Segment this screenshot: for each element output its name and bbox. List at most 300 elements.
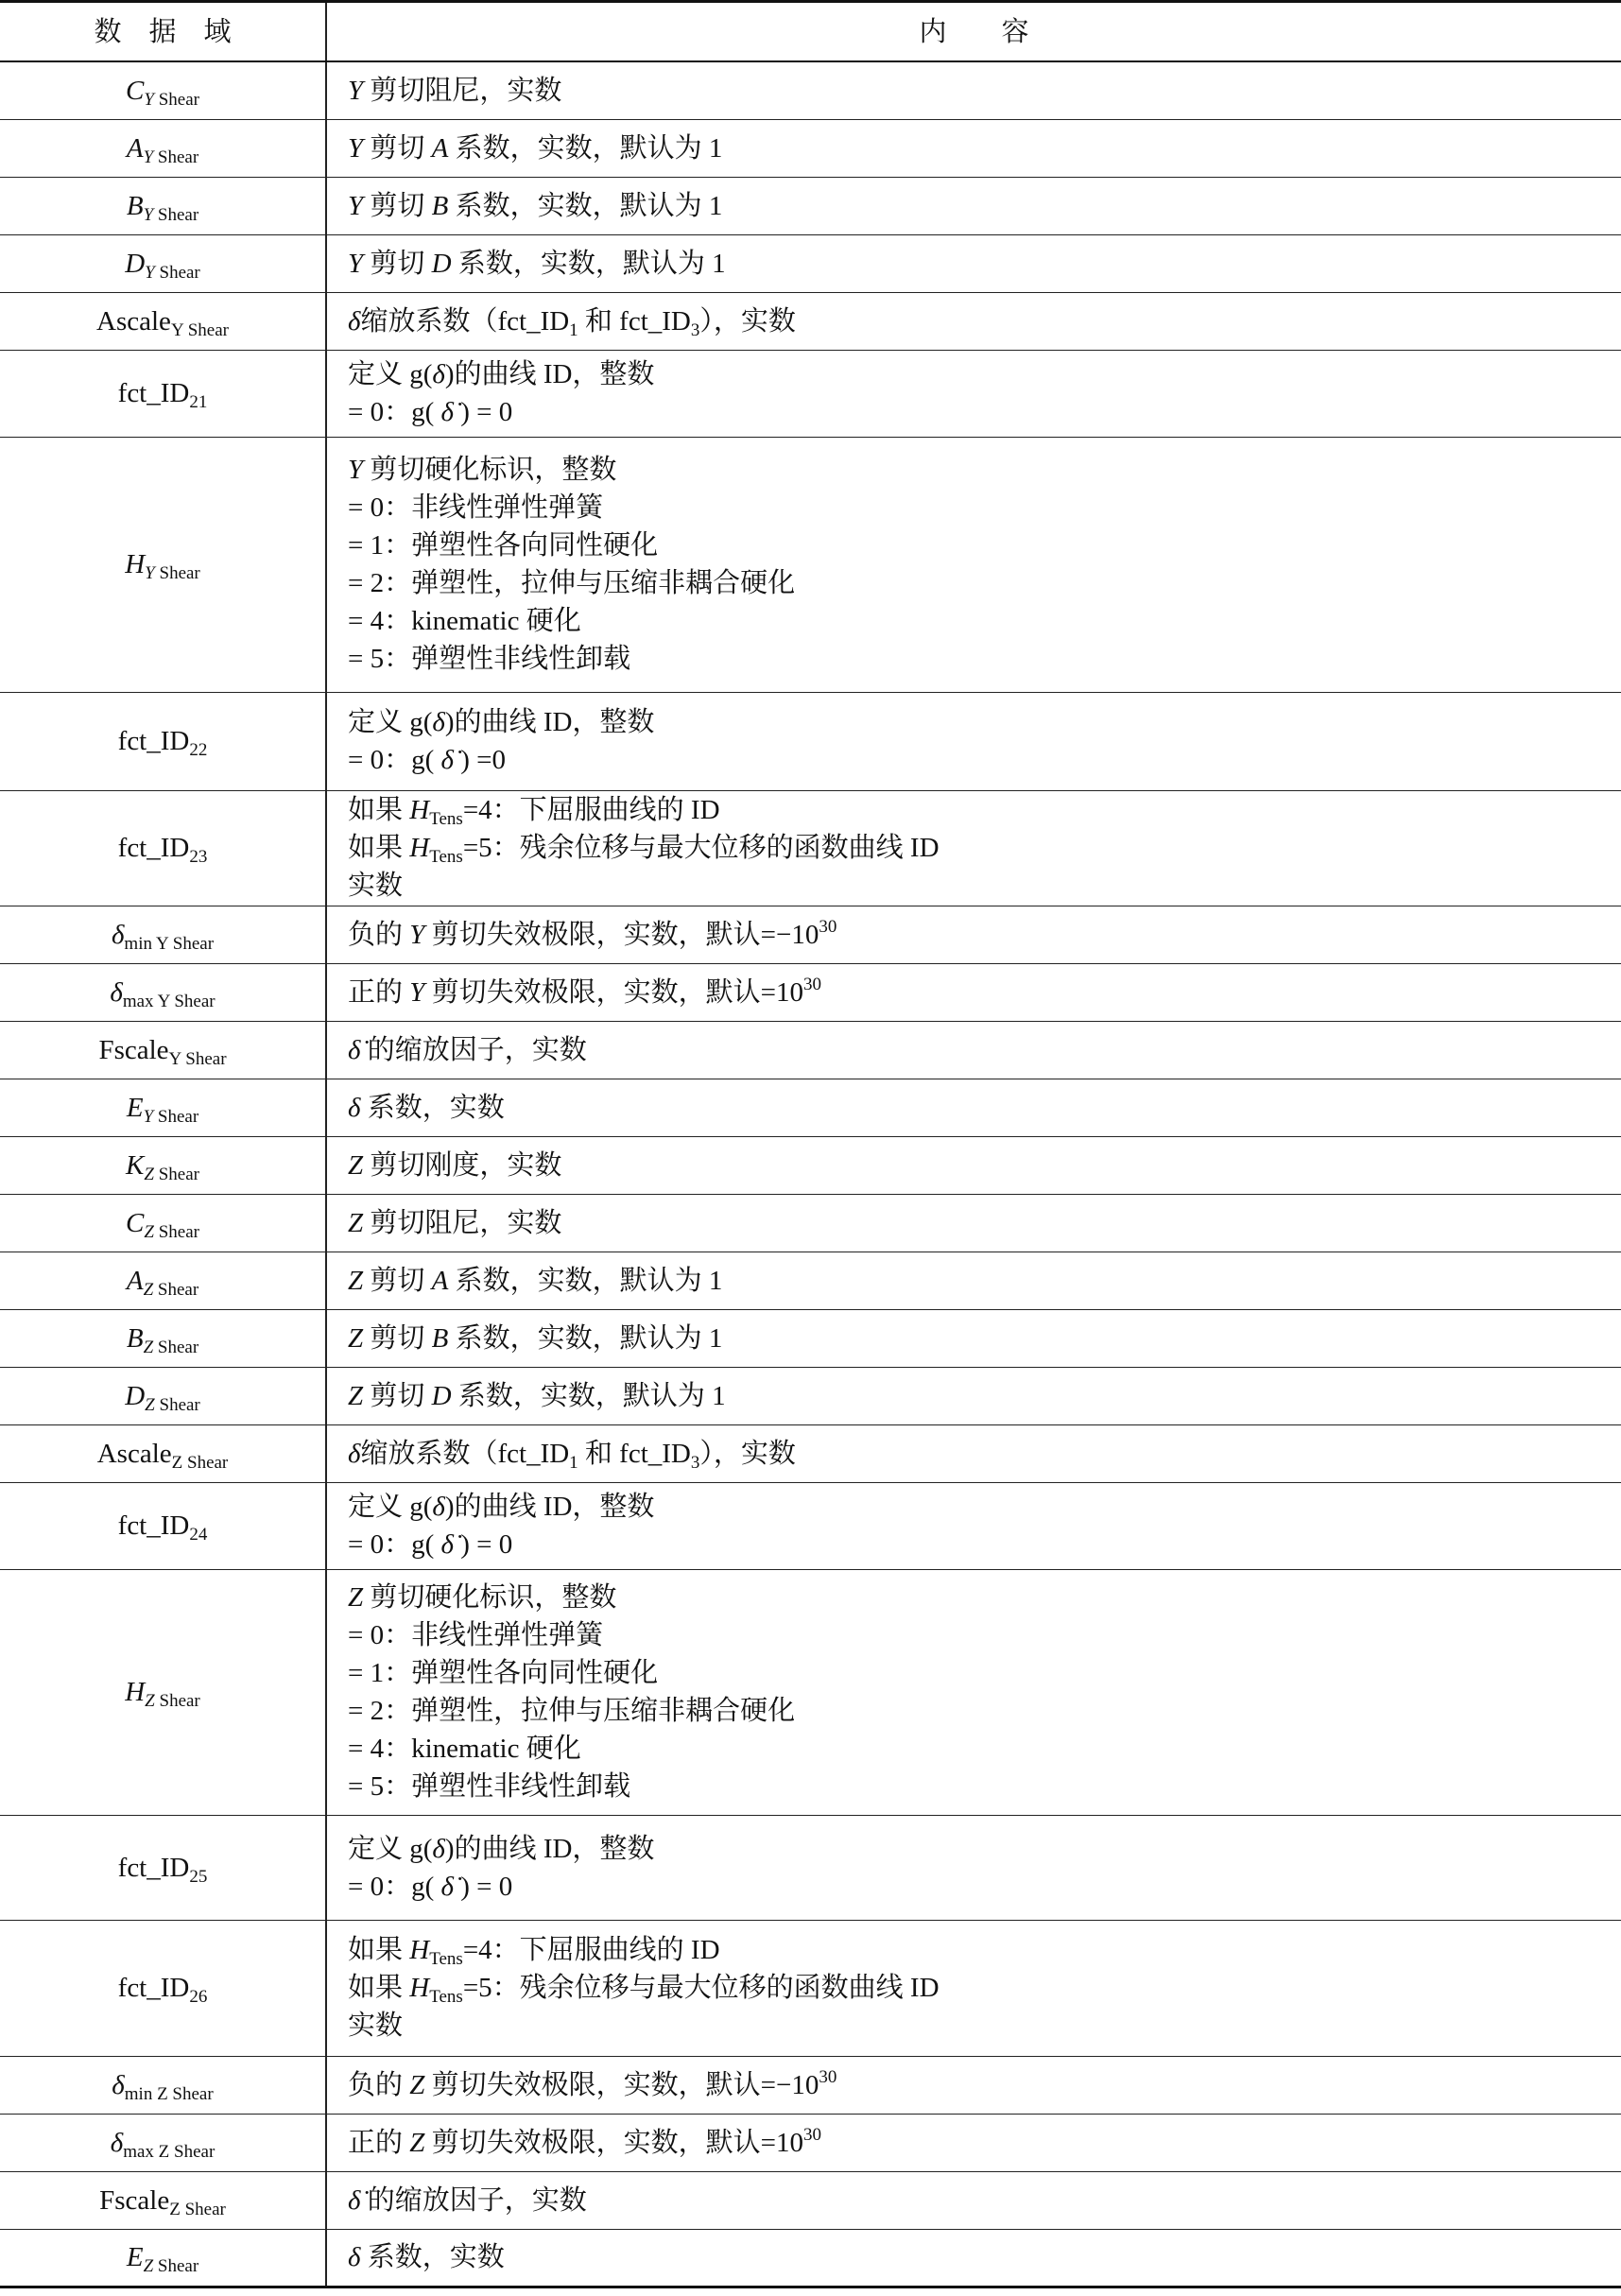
content-line: [348, 1654, 1621, 1692]
content-cell: [326, 2171, 1621, 2229]
field-name-cell: [0, 1367, 326, 1424]
text: ) = 0: [454, 1871, 513, 1902]
subscript-text: 24: [189, 1525, 208, 1545]
text: = 0：非线性弹性弹簧: [348, 1620, 604, 1650]
field-subscript: [145, 263, 200, 283]
subscript: Tens: [429, 1949, 463, 1969]
field-name-cell: [0, 119, 326, 177]
content-line: [348, 867, 1621, 905]
text: 缩放系数（fct_ID: [360, 1438, 570, 1469]
text: = 5：弹塑性非线性卸载: [348, 644, 631, 674]
content-cell: [326, 1367, 1621, 1424]
text: 的缩放因子，实数: [360, 2184, 587, 2216]
text: =5：残余位移与最大位移的函数曲线 ID: [462, 833, 940, 863]
subscript-text: max Y Shear: [122, 991, 216, 1011]
content-line: [348, 703, 1621, 741]
math-symbol: δ: [348, 2242, 361, 2272]
text: = 1：弹塑性各向同性硬化: [348, 530, 659, 561]
content-line: [348, 1435, 1621, 1473]
table-row: [0, 963, 1621, 1021]
subscript-variable: Y: [144, 89, 154, 110]
subscript-variable: Z: [144, 1221, 154, 1242]
math-symbol: Z: [348, 1149, 364, 1181]
math-symbol: Y: [348, 248, 364, 279]
content-line: [348, 1730, 1621, 1768]
field-name-cell: [0, 177, 326, 234]
math-symbol: D: [431, 1380, 452, 1411]
text: = 0：非线性弹性弹簧: [348, 492, 604, 523]
header-field: 数 据 域: [0, 2, 326, 62]
text: ) = 0: [454, 397, 513, 427]
math-symbol: A: [431, 1265, 449, 1296]
text: 剪切硬化标识，整数: [363, 1582, 617, 1613]
math-symbol: Y: [409, 976, 425, 1008]
text: 系数，实数: [360, 2242, 505, 2272]
table-row: [0, 1367, 1621, 1424]
math-symbol: B: [431, 1322, 449, 1354]
subscript-text: Shear: [153, 147, 199, 167]
content-cell: [326, 1309, 1621, 1367]
text: 系数，实数，默认为 1: [448, 1265, 723, 1296]
content-line: [348, 1488, 1621, 1526]
table-row: [0, 437, 1621, 692]
field-symbol: C: [126, 75, 145, 106]
math-symbol: H: [409, 795, 430, 825]
table-row: [0, 906, 1621, 963]
field-name-cell: [0, 963, 326, 1021]
field-symbol: Ascale: [96, 305, 171, 337]
content-line: [348, 1526, 1621, 1563]
content-line: [348, 1692, 1621, 1730]
content-line: [348, 1147, 1621, 1184]
content-cell: [326, 1920, 1621, 2056]
content-line: [348, 741, 1621, 779]
text: 缩放系数（fct_ID: [360, 305, 570, 337]
table-header-row: [0, 2, 1621, 62]
field-symbol: Fscale: [98, 1034, 169, 1065]
field-name-cell: [0, 1815, 326, 1920]
content-line: [348, 2066, 1621, 2104]
text: 剪切: [363, 248, 432, 279]
content-line: [348, 1204, 1621, 1242]
math-symbol: H: [409, 1973, 430, 2003]
math-symbol: Z: [348, 1265, 364, 1296]
content-line: [348, 245, 1621, 283]
text: 定义 g(: [348, 1833, 433, 1864]
table-row: [0, 2229, 1621, 2287]
field-symbol: fct_ID: [117, 1511, 190, 1541]
math-symbol: A: [431, 132, 449, 164]
math-symbol: Z: [409, 2127, 425, 2158]
field-name-cell: [0, 1424, 326, 1482]
content-line: [348, 829, 1621, 867]
content-line: [348, 129, 1621, 167]
math-symbol: Y: [348, 75, 364, 106]
math-symbol: Z: [409, 2069, 425, 2100]
field-subscript: [144, 1280, 199, 1300]
superscript: 30: [803, 2124, 822, 2145]
subscript-variable: Z: [145, 1691, 155, 1711]
field-name-cell: [0, 1569, 326, 1815]
table-row: [0, 1079, 1621, 1136]
text: 系数，实数: [360, 1092, 505, 1123]
field-symbol: E: [126, 2242, 144, 2272]
field-subscript: [189, 847, 207, 867]
field-name-cell: [0, 61, 326, 119]
table-row: [0, 1569, 1621, 1815]
field-subscript: [123, 2142, 215, 2162]
content-line: [348, 1830, 1621, 1868]
content-line: [348, 916, 1621, 954]
content-cell: [326, 234, 1621, 292]
field-subscript: [144, 1338, 199, 1357]
subscript: 1: [569, 319, 578, 340]
math-symbol: Y: [348, 455, 364, 485]
text: 剪切: [363, 1322, 432, 1354]
field-subscript: [189, 1867, 207, 1887]
content-cell: [326, 437, 1621, 692]
text: =5：残余位移与最大位移的函数曲线 ID: [462, 1973, 940, 2003]
text: 如果: [348, 1973, 410, 2003]
superscript: 30: [803, 974, 822, 994]
field-name-cell: [0, 906, 326, 963]
content-line: [348, 527, 1621, 564]
math-symbol: δ: [432, 359, 445, 389]
content-line: [348, 393, 1621, 431]
content-line: [348, 451, 1621, 489]
text: )的曲线 ID，整数: [444, 1492, 655, 1522]
subscript-text: Shear: [154, 1691, 200, 1711]
content-line: [348, 72, 1621, 110]
field-symbol: K: [126, 1149, 145, 1181]
subscript-text: 26: [189, 1987, 208, 2007]
subscript-text: Y Shear: [168, 1048, 227, 1069]
content-line: [348, 1868, 1621, 1906]
field-symbol: B: [126, 190, 144, 221]
math-symbol: δ̇: [348, 1034, 361, 1065]
text: = 1：弹塑性各向同性硬化: [348, 1658, 659, 1688]
text: 剪切刚度，实数: [363, 1149, 562, 1181]
content-cell: [326, 1815, 1621, 1920]
field-symbol: B: [126, 1322, 144, 1354]
text: =4：下屈服曲线的 ID: [462, 795, 720, 825]
text: 剪切: [363, 1265, 432, 1296]
table-row: [0, 119, 1621, 177]
table-row: [0, 1021, 1621, 1079]
content-line: [348, 2124, 1621, 2162]
subscript-text: Shear: [153, 204, 199, 225]
field-subscript: [189, 392, 207, 412]
content-cell: [326, 1252, 1621, 1309]
content-line: [348, 1931, 1621, 1969]
subscript-variable: Z: [144, 1164, 154, 1184]
table-row: [0, 1194, 1621, 1252]
subscript-text: min Y Shear: [124, 933, 215, 954]
math-symbol: δ: [348, 1092, 361, 1123]
content-line: [348, 1262, 1621, 1300]
content-cell: [326, 177, 1621, 234]
subscript-variable: Y: [143, 1106, 154, 1127]
subscript-variable: Y: [145, 262, 155, 283]
text: )的曲线 ID，整数: [444, 707, 655, 737]
subscript-variable: Z: [143, 1337, 154, 1357]
text: = 0：g(: [348, 397, 441, 427]
field-subscript: [169, 1049, 227, 1069]
field-symbol: fct_ID: [117, 1973, 190, 2003]
math-symbol: Y: [348, 190, 364, 221]
field-symbol: fct_ID: [117, 726, 190, 756]
math-symbol: D: [431, 248, 452, 279]
field-subscript: [144, 90, 199, 110]
text: )的曲线 ID，整数: [444, 359, 655, 389]
text: 定义 g(: [348, 1492, 433, 1522]
subscript-text: 25: [189, 1866, 208, 1887]
field-subscript: [189, 1987, 207, 2007]
content-line: [348, 602, 1621, 640]
content-line: [348, 1969, 1621, 2007]
field-symbol: D: [125, 248, 146, 279]
text: 剪切: [363, 132, 432, 164]
math-symbol: Z: [348, 1207, 364, 1238]
subscript: 3: [690, 319, 700, 340]
math-symbol: H: [409, 1935, 430, 1965]
text: = 0：g(: [348, 1871, 441, 1902]
text: = 0：g(: [348, 1529, 441, 1560]
table-row: [0, 2056, 1621, 2114]
table-row: [0, 1309, 1621, 1367]
field-subscript: [144, 2256, 199, 2276]
subscript-text: Z Shear: [171, 1452, 229, 1473]
field-name-cell: [0, 1252, 326, 1309]
content-cell: [326, 1194, 1621, 1252]
header-content: 内 容: [326, 2, 1621, 62]
text: ），实数: [699, 305, 796, 337]
math-symbol: H: [409, 833, 430, 863]
content-cell: [326, 963, 1621, 1021]
text: 系数，实数，默认为 1: [448, 1322, 723, 1354]
math-symbol: Z: [348, 1380, 364, 1411]
math-symbol: δ: [432, 707, 445, 737]
content-line: [348, 187, 1621, 225]
field-symbol: H: [125, 549, 146, 579]
text: = 5：弹塑性非线性卸载: [348, 1771, 631, 1802]
text: 实数: [348, 871, 404, 901]
subscript: 1: [569, 1452, 578, 1473]
subscript-text: Shear: [153, 1337, 199, 1357]
subscript-text: min Z Shear: [124, 2083, 214, 2104]
field-symbol: H: [125, 1677, 146, 1707]
field-subscript: [189, 1525, 207, 1545]
subscript-text: Shear: [153, 2256, 199, 2276]
content-cell: [326, 350, 1621, 437]
text: 剪切阻尼，实数: [363, 75, 562, 106]
subscript-text: 23: [189, 847, 208, 867]
text: 剪切失效极限，实数，默认=10: [424, 976, 804, 1008]
math-symbol: Z: [348, 1582, 364, 1613]
content-line: [348, 1320, 1621, 1357]
text: =4：下屈服曲线的 ID: [462, 1935, 720, 1965]
subscript-text: Shear: [154, 1394, 200, 1415]
subscript-text: Shear: [153, 1106, 199, 1127]
text: 负的: [348, 2069, 410, 2100]
field-subscript: [144, 1107, 199, 1127]
content-line: [348, 1377, 1621, 1415]
content-line: [348, 302, 1621, 340]
field-subscript: [145, 1395, 200, 1415]
text: 正的: [348, 976, 410, 1008]
content-cell: [326, 61, 1621, 119]
text: 剪切失效极限，实数，默认=10: [424, 2127, 804, 2158]
field-name-cell: [0, 2171, 326, 2229]
math-symbol: Y: [348, 132, 364, 164]
table-row: [0, 1920, 1621, 2056]
content-cell: [326, 2114, 1621, 2171]
field-symbol: D: [125, 1380, 146, 1411]
field-name-cell: [0, 692, 326, 790]
subscript-variable: Z: [143, 1279, 154, 1300]
subscript: Tens: [429, 847, 463, 867]
content-cell: [326, 1569, 1621, 1815]
field-subscript: [189, 740, 207, 760]
content-cell: [326, 2229, 1621, 2287]
content-line: [348, 2007, 1621, 2045]
table-row: [0, 61, 1621, 119]
content-line: [348, 1616, 1621, 1654]
table-row: [0, 234, 1621, 292]
subscript-text: Shear: [153, 89, 199, 110]
field-subscript: [144, 147, 199, 167]
field-subscript: [144, 1222, 199, 1242]
subscript-variable: Y: [145, 563, 155, 583]
content-line: [348, 564, 1621, 602]
text: 和 fct_ID: [578, 305, 691, 337]
field-subscript: [125, 2084, 214, 2104]
content-cell: [326, 790, 1621, 906]
field-subscript: [144, 205, 199, 225]
text: 如果: [348, 833, 410, 863]
math-symbol: δ: [348, 305, 361, 337]
field-symbol: fct_ID: [117, 1852, 190, 1883]
field-name-cell: [0, 1079, 326, 1136]
field-symbol: δ: [111, 919, 125, 950]
subscript-text: Shear: [154, 262, 200, 283]
table-row: [0, 790, 1621, 906]
subscript-text: Shear: [153, 1279, 199, 1300]
content-line: [348, 791, 1621, 829]
content-line: [348, 1089, 1621, 1127]
math-symbol: Z: [348, 1322, 364, 1354]
math-symbol: δ̇: [440, 1871, 454, 1902]
math-symbol: δ: [432, 1492, 445, 1522]
field-name-cell: [0, 1021, 326, 1079]
field-name-cell: [0, 2056, 326, 2114]
table-row: [0, 1252, 1621, 1309]
field-subscript: [145, 1691, 200, 1711]
text: 和 fct_ID: [578, 1438, 691, 1469]
subscript-variable: Y: [143, 204, 154, 225]
field-name-cell: [0, 790, 326, 906]
text: 系数，实数，默认为 1: [451, 248, 726, 279]
field-name-cell: [0, 2114, 326, 2171]
text: ) = 0: [454, 1529, 513, 1560]
field-symbol: A: [126, 1265, 144, 1296]
math-symbol: δ̇: [440, 745, 454, 775]
content-line: [348, 355, 1621, 393]
subscript-variable: Z: [145, 1394, 155, 1415]
field-subscript: [144, 1165, 199, 1184]
text: ) =0: [454, 745, 507, 775]
math-symbol: δ̇: [440, 1529, 454, 1560]
field-name-cell: [0, 1136, 326, 1194]
text: )的曲线 ID，整数: [444, 1833, 655, 1864]
content-cell: [326, 292, 1621, 350]
field-name-cell: [0, 1482, 326, 1569]
table-row: [0, 292, 1621, 350]
content-cell: [326, 1424, 1621, 1482]
text: 剪切: [363, 1380, 432, 1411]
subscript: 3: [690, 1452, 700, 1473]
field-name-cell: [0, 234, 326, 292]
math-symbol: B: [431, 190, 449, 221]
content-cell: [326, 692, 1621, 790]
subscript-text: 22: [189, 740, 208, 760]
text: = 2：弹塑性，拉伸与压缩非耦合硬化: [348, 568, 796, 598]
text: ），实数: [699, 1438, 796, 1469]
content-line: [348, 2182, 1621, 2219]
table-row: [0, 177, 1621, 234]
subscript-text: 21: [189, 392, 208, 412]
field-name-cell: [0, 1920, 326, 2056]
subscript-text: Z Shear: [169, 2199, 226, 2219]
text: 剪切硬化标识，整数: [363, 455, 617, 485]
content-line: [348, 1031, 1621, 1069]
text: 实数: [348, 2011, 404, 2041]
text: 系数，实数，默认为 1: [448, 132, 723, 164]
content-cell: [326, 1482, 1621, 1569]
field-subscript: [123, 992, 216, 1011]
content-line: [348, 2238, 1621, 2276]
text: = 4：kinematic 硬化: [348, 1734, 581, 1764]
field-symbol: Fscale: [99, 2184, 170, 2216]
subscript-text: max Z Shear: [123, 2141, 216, 2162]
field-name-cell: [0, 437, 326, 692]
text: 如果: [348, 795, 410, 825]
text: 定义 g(: [348, 707, 433, 737]
text: 剪切失效极限，实数，默认=−10: [424, 919, 819, 950]
subscript-text: Shear: [153, 1164, 199, 1184]
field-name-cell: [0, 1194, 326, 1252]
subscript: Tens: [429, 809, 463, 829]
table-row: [0, 1482, 1621, 1569]
field-symbol: fct_ID: [117, 378, 190, 408]
content-line: [348, 1768, 1621, 1805]
math-symbol: δ̇: [348, 2184, 361, 2216]
field-name-cell: [0, 2229, 326, 2287]
content-cell: [326, 1079, 1621, 1136]
field-subscript: [169, 2200, 226, 2219]
field-subscript: [124, 934, 214, 954]
text: 如果: [348, 1935, 410, 1965]
subscript-variable: Z: [143, 2256, 154, 2276]
field-symbol: E: [126, 1092, 144, 1123]
content-line: [348, 974, 1621, 1011]
content-cell: [326, 906, 1621, 963]
superscript: 30: [819, 2066, 837, 2087]
content-cell: [326, 2056, 1621, 2114]
field-name-cell: [0, 1309, 326, 1367]
text: 正的: [348, 2127, 410, 2158]
text: 剪切阻尼，实数: [363, 1207, 562, 1238]
